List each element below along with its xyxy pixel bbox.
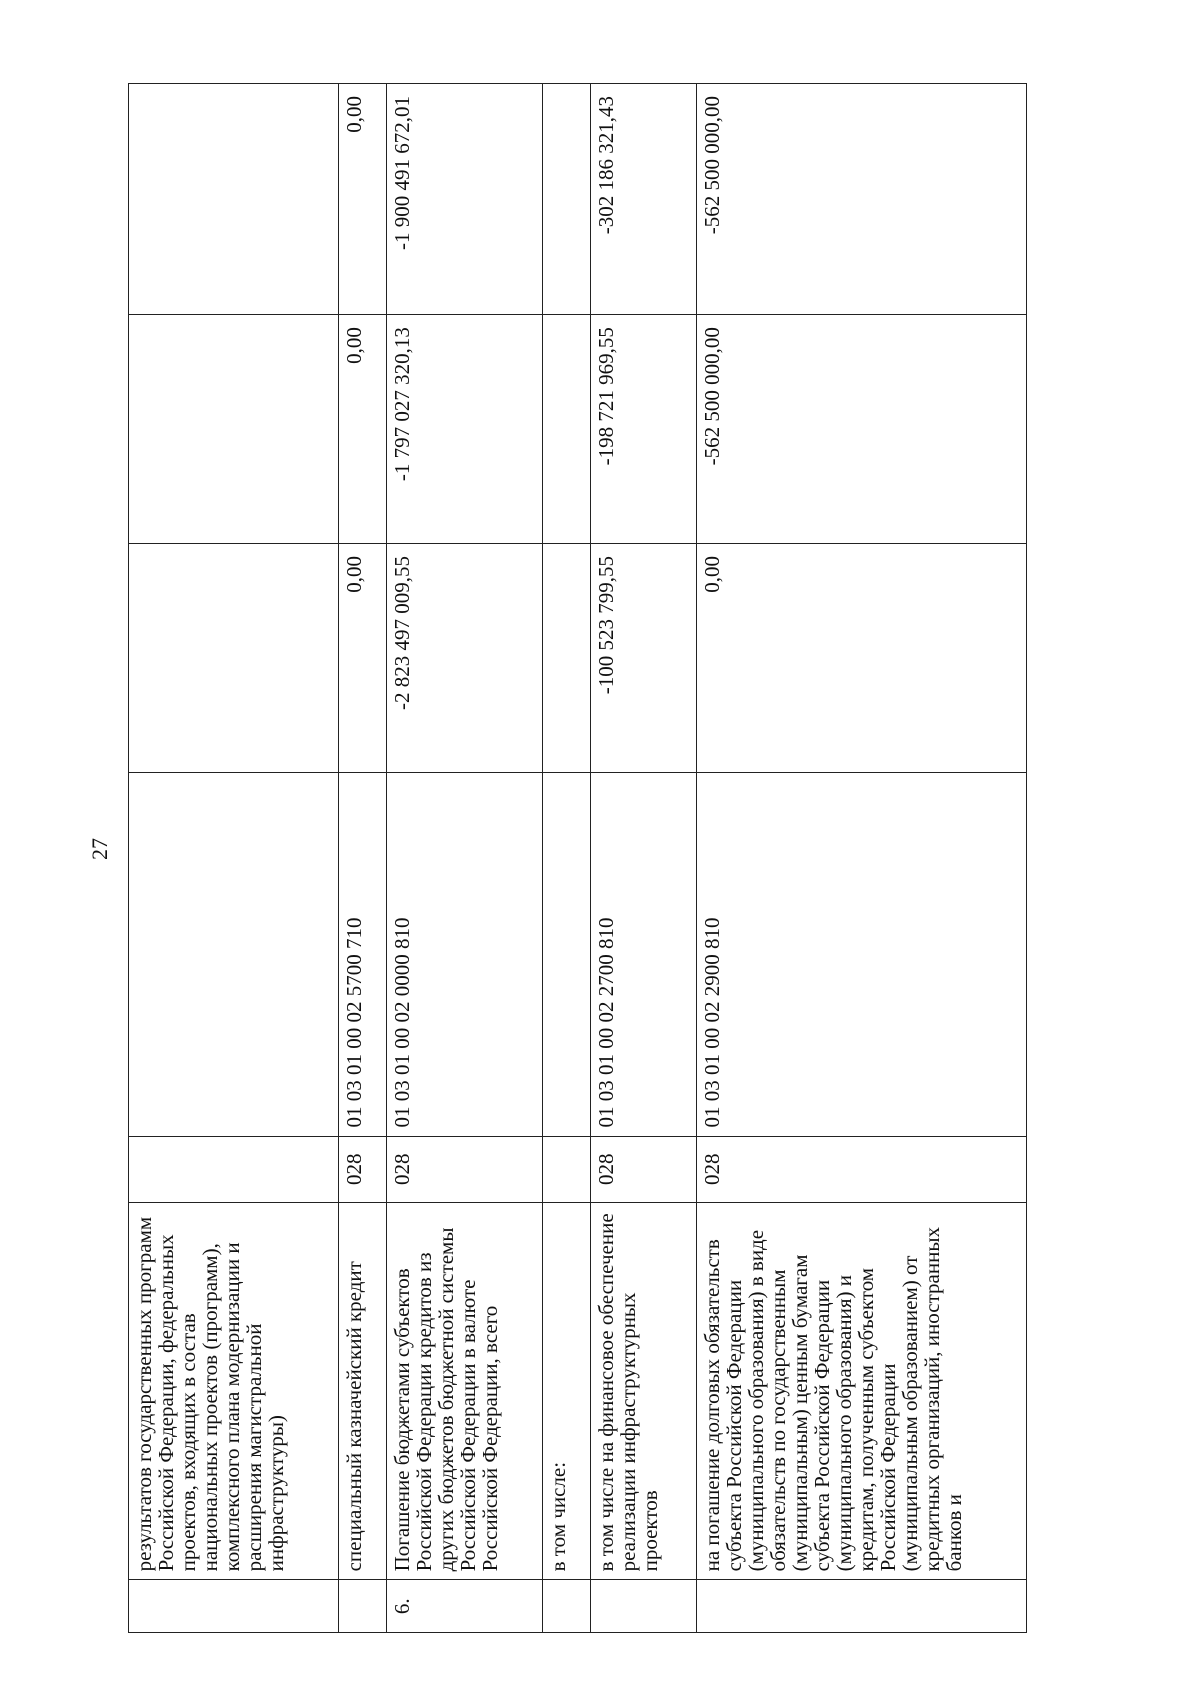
value-year1: -100 523 799,55 xyxy=(591,543,697,772)
budget-code: 01 03 01 00 02 2900 810 xyxy=(697,772,1027,1136)
value-year2: -562 500 000,00 xyxy=(697,315,1027,544)
value-year3: 0,00 xyxy=(339,84,387,315)
value-year1 xyxy=(543,543,591,772)
table-row xyxy=(543,84,591,1633)
value-year1: -2 823 497 009,55 xyxy=(387,543,543,772)
table-row xyxy=(339,84,387,1633)
value-year3: -1 900 491 672,01 xyxy=(387,84,543,315)
row-number xyxy=(697,1580,1027,1633)
admin-code xyxy=(129,1136,339,1202)
value-year2 xyxy=(543,315,591,544)
row-name: Погашение бюджетами субъектов Российской Федерации кредитов из других бюджетов бюджетной системы Российской Федерации в валюте Российской Федерации, всего xyxy=(387,1202,543,1580)
value-year3 xyxy=(129,84,339,315)
value-year2: 0,00 xyxy=(339,315,387,544)
row-name: в том числе: xyxy=(543,1202,591,1580)
budget-code: 01 03 01 00 02 2700 810 xyxy=(591,772,697,1136)
value-year2: -1 797 027 320,13 xyxy=(387,315,543,544)
value-year1: 0,00 xyxy=(339,543,387,772)
value-year1 xyxy=(129,543,339,772)
row-number xyxy=(543,1580,591,1633)
row-number xyxy=(591,1580,697,1633)
value-year3 xyxy=(543,84,591,315)
budget-code: 01 03 01 00 02 0000 810 xyxy=(387,772,543,1136)
budget-code xyxy=(129,772,339,1136)
rotated-table-container xyxy=(128,83,1128,1633)
row-name: на погашение долговых обязательств субъекта Российской Федерации (муниципального образования) в виде обязательств по государственным (муниципальным) ценным бумагам субъекта Российской Федерации (муниципального образования) и кредитам, полученным субъектом Российской Федерации (муниципальным образованием) от кредитных организаций, иностранных банков и xyxy=(697,1202,1027,1580)
row-name: в том числе на финансовое обеспечение реализации инфраструктурных проектов xyxy=(591,1202,697,1580)
row-number xyxy=(339,1580,387,1633)
table-row xyxy=(591,84,697,1633)
table-row xyxy=(129,84,339,1633)
value-year2: -198 721 969,55 xyxy=(591,315,697,544)
budget-code: 01 03 01 00 02 5700 710 xyxy=(339,772,387,1136)
admin-code: 028 xyxy=(339,1136,387,1202)
table-row xyxy=(697,84,1027,1633)
row-number xyxy=(129,1580,339,1633)
budget-table xyxy=(128,83,1027,1633)
admin-code: 028 xyxy=(387,1136,543,1202)
table-row xyxy=(387,84,543,1633)
row-name: специальный казначейский кредит xyxy=(339,1202,387,1580)
page-number: 27 xyxy=(87,838,112,860)
value-year2 xyxy=(129,315,339,544)
value-year3: -302 186 321,43 xyxy=(591,84,697,315)
row-name: результатов государственных программ Российской Федерации, федеральных проектов, входящих в состав национальных проектов (программ), комплексного плана модернизации и расширения магистральной инфраструктуры) xyxy=(129,1202,339,1580)
budget-code xyxy=(543,772,591,1136)
row-number: 6. xyxy=(387,1580,543,1633)
value-year1: 0,00 xyxy=(697,543,1027,772)
admin-code xyxy=(543,1136,591,1202)
admin-code: 028 xyxy=(697,1136,1027,1202)
value-year3: -562 500 000,00 xyxy=(697,84,1027,315)
admin-code: 028 xyxy=(591,1136,697,1202)
